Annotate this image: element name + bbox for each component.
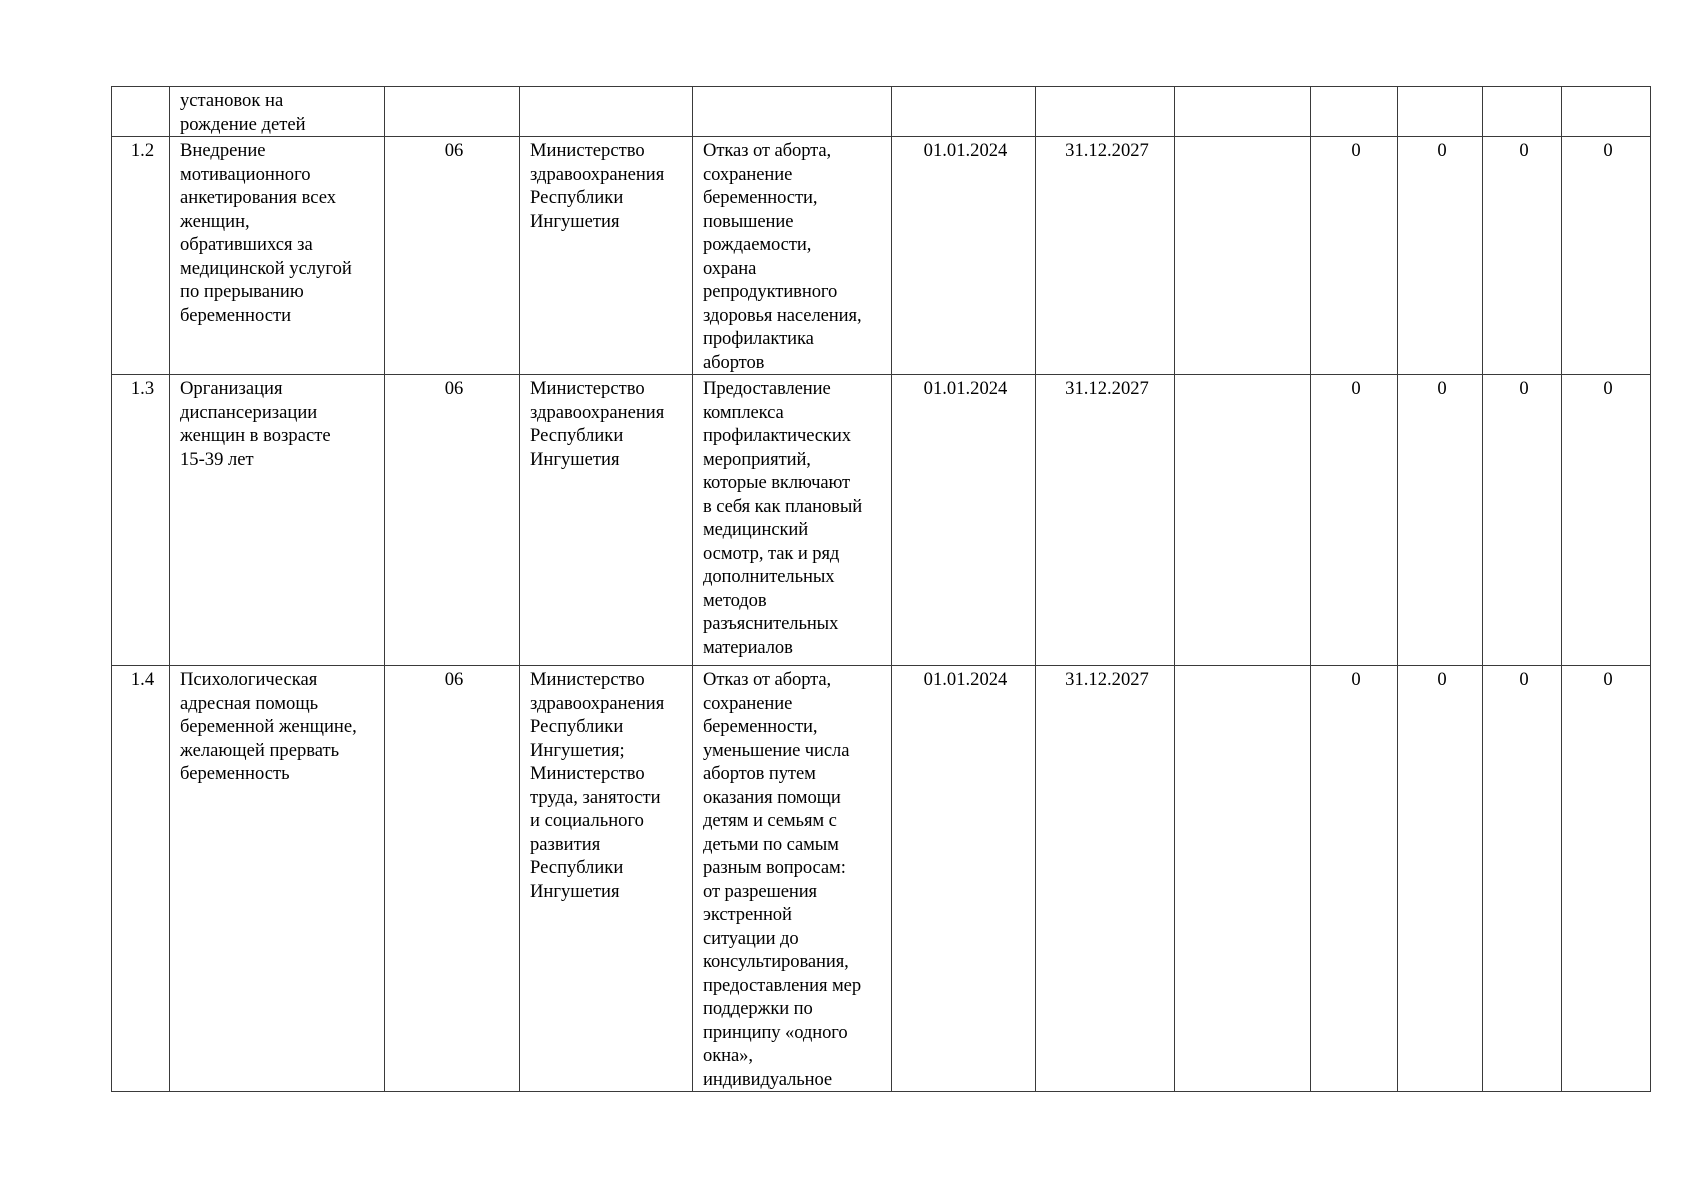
executor-cell: Министерство здравоохранения Республики Ингушетия (520, 375, 693, 666)
measure-name: установок на рождение детей (170, 87, 385, 137)
value-cell-4 (1562, 87, 1651, 137)
extra-cell (1175, 666, 1311, 1092)
value-cell-2: 0 (1398, 137, 1483, 375)
extra-cell (1175, 87, 1311, 137)
value-cell-2: 0 (1398, 375, 1483, 666)
result-cell: Отказ от аборта, сохранение беременности, повышение рождаемости, охрана репродуктивного здоровья населения, профилактика абортов (693, 137, 892, 375)
result-cell: Предоставление комплекса профилактических мероприятий, которые включают в себя как плановый медицинский осмотр, так и ряд дополнительных методов разъяснительных материалов (693, 375, 892, 666)
end-date: 31.12.2027 (1036, 666, 1175, 1092)
row-number: 1.2 (112, 137, 170, 375)
result-cell: Отказ от аборта, сохранение беременности, уменьшение числа абортов путем оказания помощи детям и семьям с детьми по самым разным вопросам: от разрешения экстренной ситуации до консультирования, предоставления мер поддержки по принципу «одного окна», индивидуальное (693, 666, 892, 1092)
row-number: 1.4 (112, 666, 170, 1092)
value-cell-2 (1398, 87, 1483, 137)
value-cell-2: 0 (1398, 666, 1483, 1092)
code-cell (385, 87, 520, 137)
extra-cell (1175, 375, 1311, 666)
value-cell-1: 0 (1311, 137, 1398, 375)
value-cell-3: 0 (1483, 375, 1562, 666)
code-cell: 06 (385, 137, 520, 375)
row-number: 1.3 (112, 375, 170, 666)
end-date: 31.12.2027 (1036, 375, 1175, 666)
start-date: 01.01.2024 (892, 137, 1036, 375)
value-cell-1: 0 (1311, 375, 1398, 666)
table-row (112, 375, 1651, 666)
value-cell-1: 0 (1311, 666, 1398, 1092)
executor-cell: Министерство здравоохранения Республики Ингушетия (520, 137, 693, 375)
measure-name: Внедрение мотивационного анкетирования всех женщин, обратившихся за медицинской услугой по прерыванию беременности (170, 137, 385, 375)
start-date: 01.01.2024 (892, 666, 1036, 1092)
result-cell (693, 87, 892, 137)
value-cell-4: 0 (1562, 137, 1651, 375)
executor-cell (520, 87, 693, 137)
measures-table (111, 86, 1651, 1092)
executor-cell: Министерство здравоохранения Республики Ингушетия; Министерство труда, занятости и социального развития Республики Ингушетия (520, 666, 693, 1092)
code-cell: 06 (385, 375, 520, 666)
value-cell-1 (1311, 87, 1398, 137)
end-date (1036, 87, 1175, 137)
code-cell: 06 (385, 666, 520, 1092)
table-row (112, 87, 1651, 137)
measure-name: Психологическая адресная помощь беременной женщине, желающей прервать беременность (170, 666, 385, 1092)
table-row (112, 137, 1651, 375)
value-cell-4: 0 (1562, 666, 1651, 1092)
value-cell-3 (1483, 87, 1562, 137)
start-date: 01.01.2024 (892, 375, 1036, 666)
end-date: 31.12.2027 (1036, 137, 1175, 375)
value-cell-3: 0 (1483, 137, 1562, 375)
table-row (112, 666, 1651, 1092)
start-date (892, 87, 1036, 137)
row-number (112, 87, 170, 137)
value-cell-4: 0 (1562, 375, 1651, 666)
extra-cell (1175, 137, 1311, 375)
value-cell-3: 0 (1483, 666, 1562, 1092)
measure-name: Организация диспансеризации женщин в возрасте 15-39 лет (170, 375, 385, 666)
